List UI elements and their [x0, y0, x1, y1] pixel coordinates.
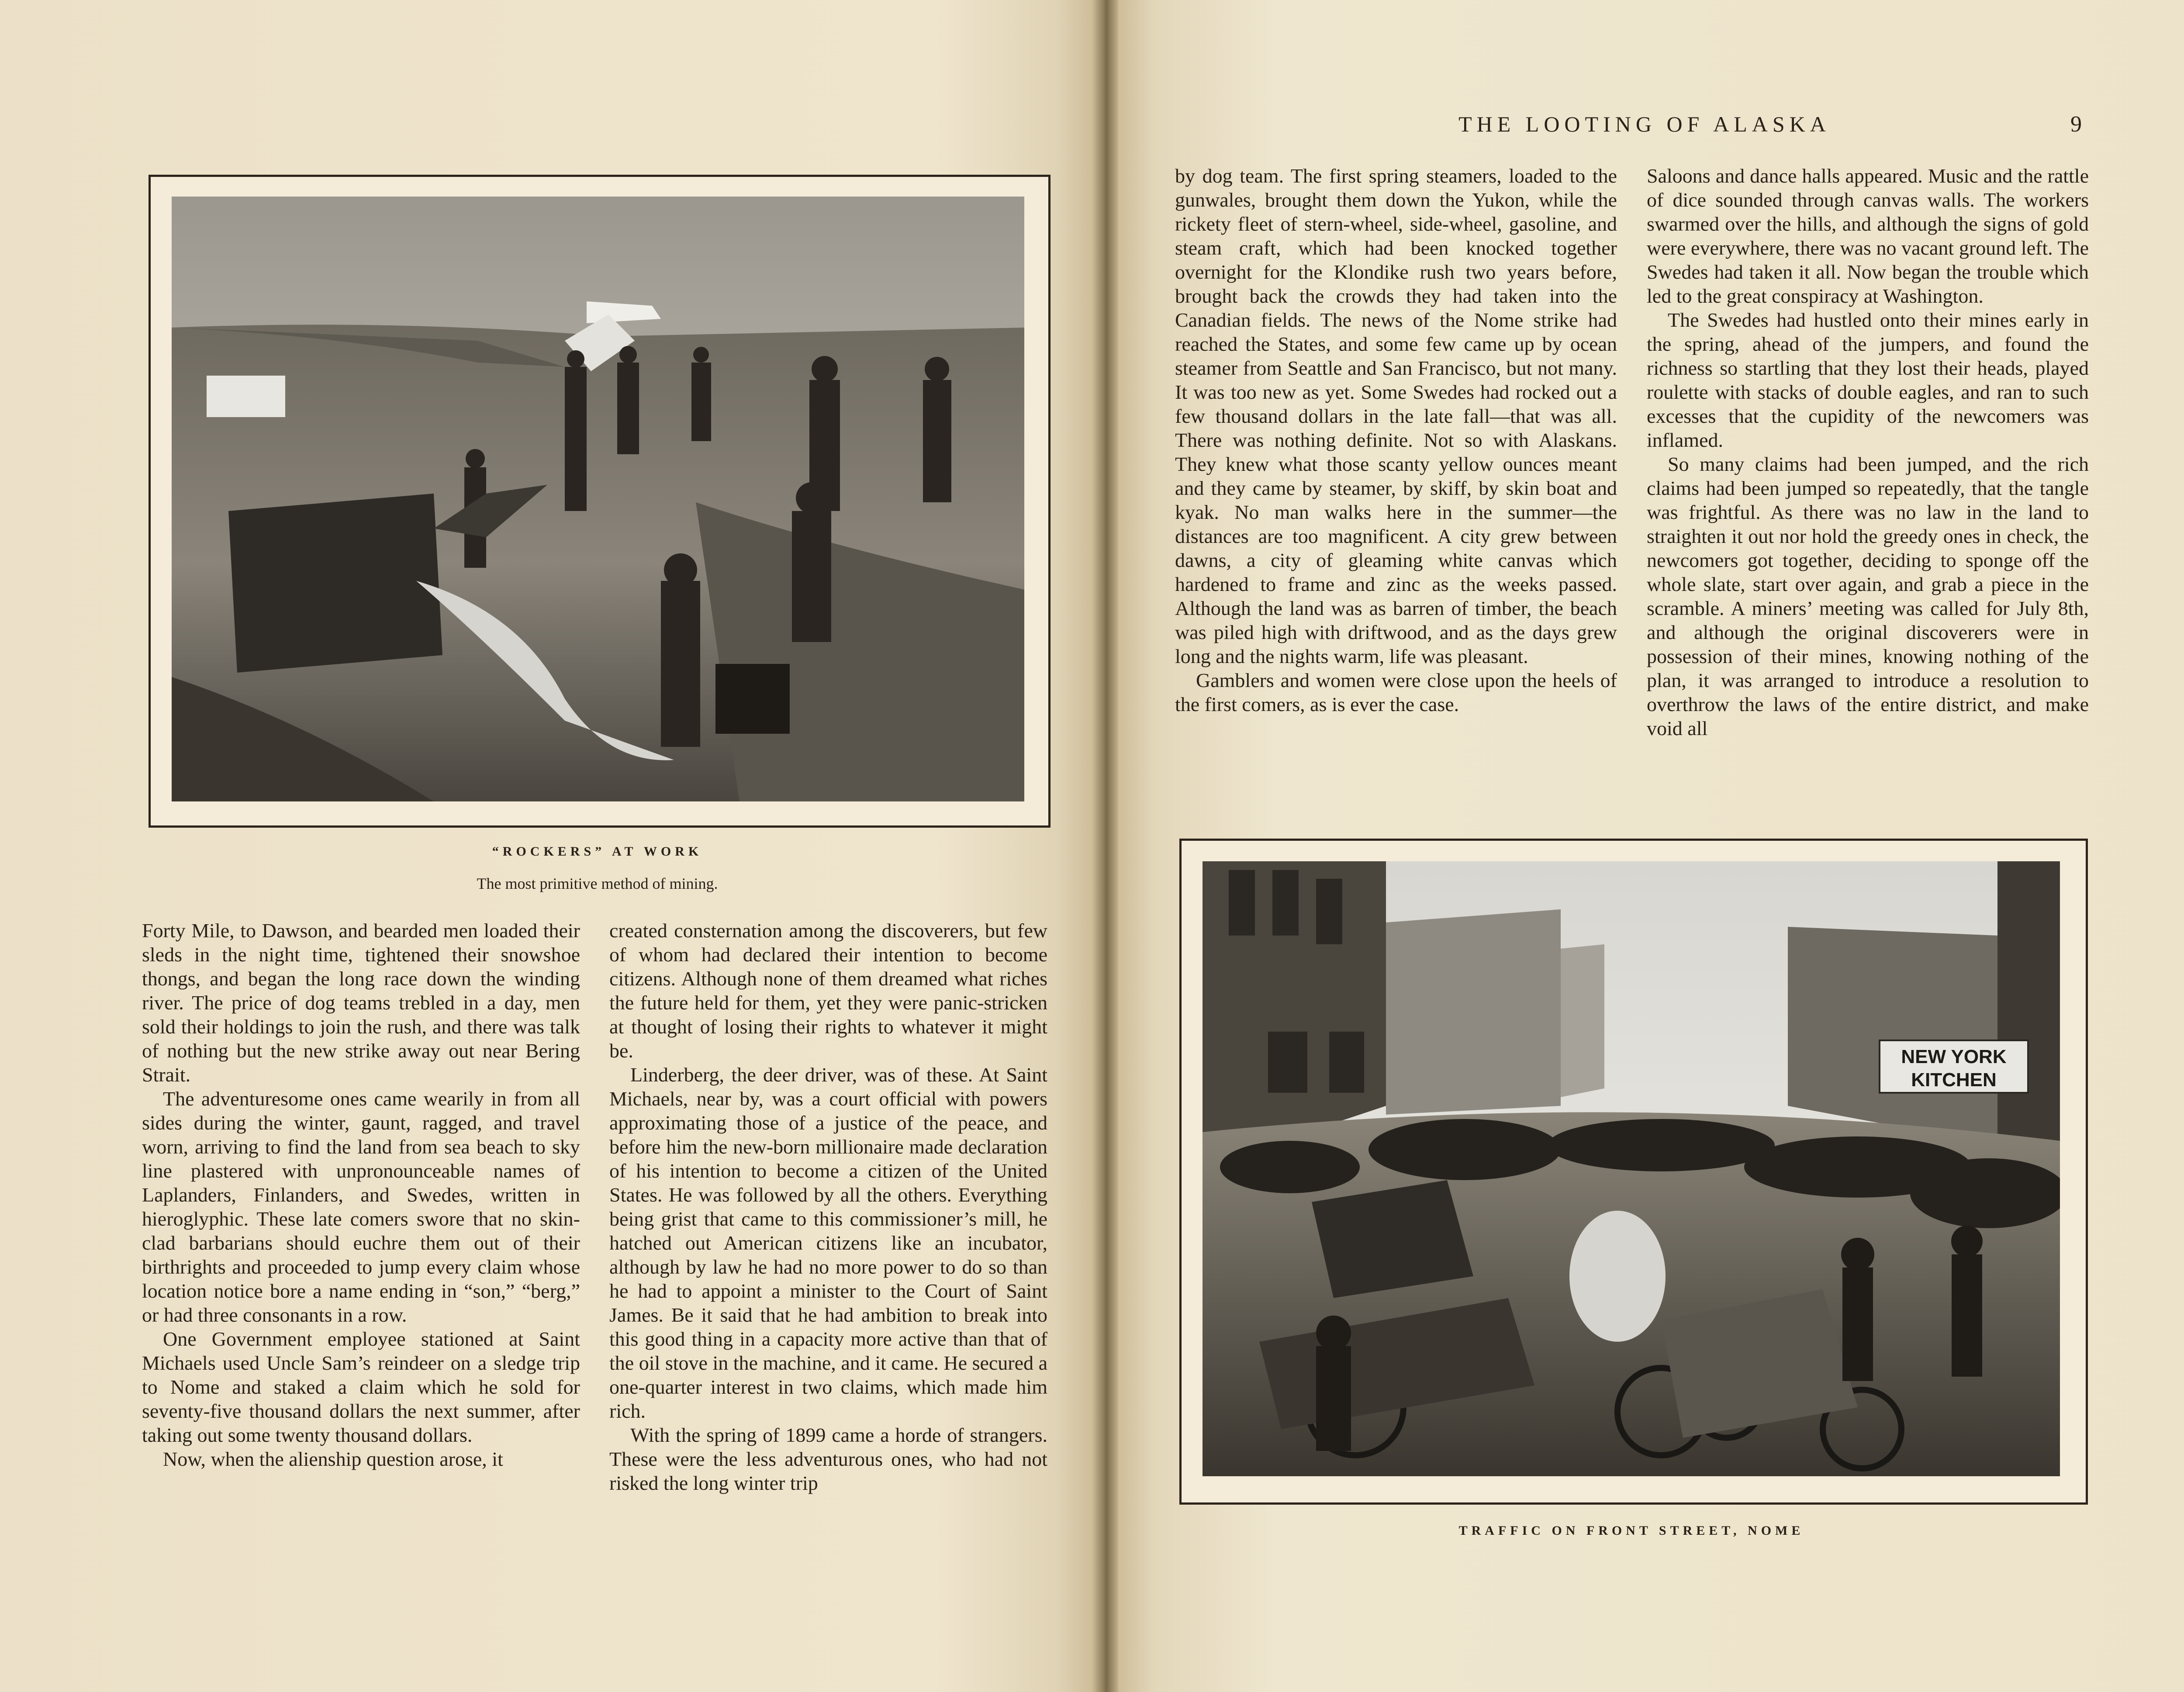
figure-1-subtitle: The most primitive method of mining.	[477, 875, 718, 892]
paragraph: Gamblers and women were close upon the heels of the first comers, as is ever the case.	[1175, 669, 1617, 715]
left-column-1	[142, 919, 580, 1471]
running-head: THE LOOTING OF ALASKA	[1458, 112, 1831, 136]
book-gutter	[1092, 0, 1118, 1692]
paragraph: Now, when the alienship question arose, it	[163, 1448, 503, 1470]
paragraph: The adventuresome ones came wearily in from all sides during the winter, gaunt, ragged, and travel worn, arriving to find the land from sea beach to sky line plastered with unpronounceable names of Laplanders, Finlanders, and Swedes, written in hieroglyphic. These late comers swore that no skin-clad barbarians should euchre them out of their birthrights and proceeded to jump every claim whose location notice bore a name ending in “son,” “berg,” or had three consonants in a row.	[142, 1088, 580, 1326]
page-number: 9	[2070, 112, 2082, 137]
paragraph: The Swedes had hustled onto their mines early in the spring, ahead of the jumpers, and found the richness so startling that they lost their heads, played roulette with stacks of double eagles, and ran to such excesses that the cupidity of the newcomers was inflamed.	[1647, 309, 2089, 451]
paragraph: Forty Mile, to Dawson, and bearded men loaded their sleds in the night time, tightened their snowshoe thongs, and began the long race down the winding river. The price of dog teams trebled in a day, men sold their holdings to join the rush, and there was talk of nothing but the new strike away out near Bering Strait.	[142, 919, 580, 1086]
sign-kitchen: KITCHEN	[1911, 1069, 1997, 1091]
paragraph: by dog team. The first spring steamers, loaded to the gunwales, brought them down the Yukon, while the rickety fleet of stern-wheel, side-wheel, gasoline, and steam craft, which had been knocked together overnight for the Klondike rush two years before, brought back the crowds they had taken into the Canadian fields. The news of the Nome strike had reached the States, and some few came up by ocean steamer from Seattle and San Francisco, but not many. It was too new as yet. Some Swedes had rocked out a few thousand dollars in the late fall—that was all. There was nothing definite. Not so with Alaskans. They knew what those scanty yellow ounces meant and they came by steamer, by skiff, by skin boat and kyak. No man walks here in the summer—the distances are too magnificent. A city grew between dawns, a city of gleaming white canvas which hardened to frame and zinc as the weeks passed. Although the land was as barren of timber, the beach was piled high with driftwood, and as the days grew long and the nights warm, life was pleasant.	[1175, 165, 1617, 667]
right-column-2	[1647, 164, 2089, 740]
paragraph: Saloons and dance halls appeared. Music and the rattle of dice sounded through canvas walls. The workers swarmed over the hills, and although the signs of gold were everywhere, there was no vacant ground left. The Swedes had taken it all. Now began the trouble which led to the great conspiracy at Washington.	[1647, 165, 2089, 307]
paragraph: With the spring of 1899 came a horde of strangers. These were the less adventurous ones, who had not risked the long winter trip	[609, 1424, 1047, 1494]
front-street-photo	[1203, 861, 2060, 1476]
paragraph: Linderberg, the deer driver, was of these. At Saint Michaels, near by, was a court official with powers approximating those of a justice of the peace, and before him the new-born millionaire made declaration of his intention to become a citizen of the United States. He was followed by all the others. Everything being grist that came to this commissioner’s mill, he hatched out American citizens like an incubator, although by law he had no more power to do so than he had to appoint a minister to the Court of Saint James. Be it said that he had ambition to break into this good thing in a capacity more active than that of the oil stove in the machine, and it came. He secured a one-quarter interest in two claims, which made him rich.	[609, 1064, 1047, 1422]
paragraph: So many claims had been jumped, and the rich claims had been jumped so repeatedly, that the tangle was frightful. As there was no law in the land to straighten it out nor hold the greedy ones in check, the newcomers got together, deciding to sponge off the whole slate, start over again, and grab a piece in the scramble. A miners’ meeting was called for July 8th, and although the original discoverers were in possession of their mines, knowing nothing of the plan, it was arranged to introduce a resolution to overthrow the laws of the entire district, and make void all	[1647, 453, 2089, 739]
paragraph: One Government employee stationed at Saint Michaels used Uncle Sam’s reindeer on a sledge trip to Nome and staked a claim which he sold for seventy-five thousand dollars the next summer, after taking out some twenty thousand dollars.	[142, 1328, 580, 1446]
right-column-1	[1175, 164, 1617, 716]
figure-2-title: TRAFFIC ON FRONT STREET, NOME	[1458, 1523, 1804, 1538]
rockers-photo	[172, 197, 1024, 801]
left-column-2	[609, 919, 1047, 1495]
sign-new-york: NEW YORK	[1901, 1046, 2007, 1067]
paragraph: created consternation among the discoverers, but few of whom had declared their intention to become citizens. Although none of them dreamed what riches the future held for them, yet they were panic-stricken at thought of losing their rights to whatever it might be.	[609, 919, 1047, 1062]
figure-1-title: “ROCKERS” AT WORK	[492, 844, 703, 859]
